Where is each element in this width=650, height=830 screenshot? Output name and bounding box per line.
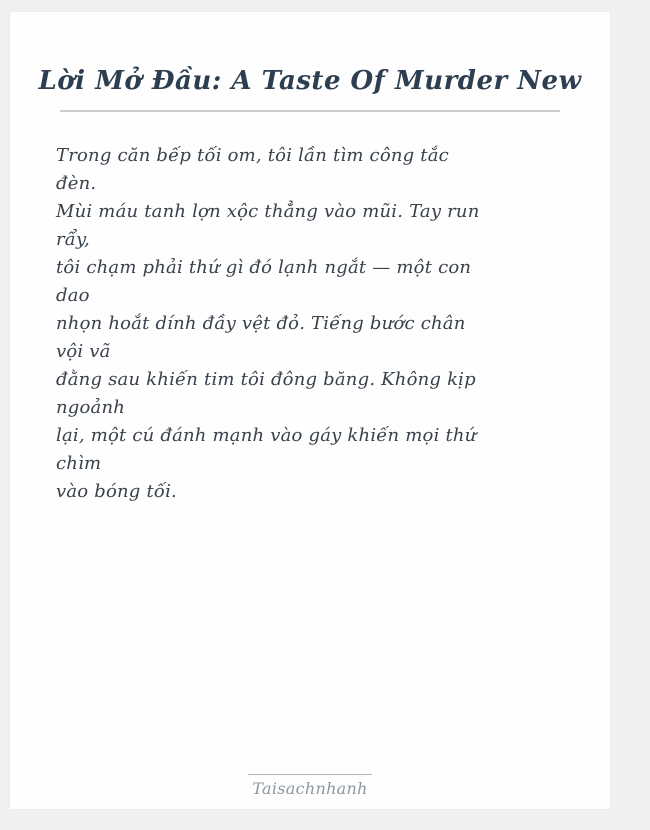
body-line: Mùi máu tanh lợn xộc thẳng vào mũi. Tay run: [56, 201, 480, 222]
document-page: [10, 12, 610, 809]
chapter-title: Lời Mở Đầu: A Taste Of Murder New: [38, 66, 582, 96]
body-line: vội vã: [56, 341, 111, 362]
body-line: đèn.: [56, 173, 97, 194]
body-line: rẩy,: [56, 229, 90, 250]
body-line: dao: [56, 285, 90, 306]
body-line: nhọn hoắt dính đầy vệt đỏ. Tiếng bước chân: [56, 313, 466, 334]
body-line: chìm: [56, 453, 102, 474]
body-line: vào bóng tối.: [56, 481, 177, 502]
footer-divider: [248, 774, 372, 775]
body-line: tôi chạm phải thứ gì đó lạnh ngắt — một con: [56, 257, 472, 278]
footer-brand: Taisachnhanh: [252, 779, 368, 798]
body-line: ngoảnh: [56, 397, 126, 418]
body-line: đằng sau khiến tim tôi đông băng. Không kịp: [56, 369, 476, 390]
body-line: Trong căn bếp tối om, tôi lần tìm công tắc: [56, 145, 449, 166]
body-paragraph: [56, 142, 610, 506]
body-line: lại, một cú đánh mạnh vào gáy khiến mọi thứ: [56, 425, 477, 446]
page-footer: [10, 774, 610, 800]
title-divider: [60, 110, 560, 112]
